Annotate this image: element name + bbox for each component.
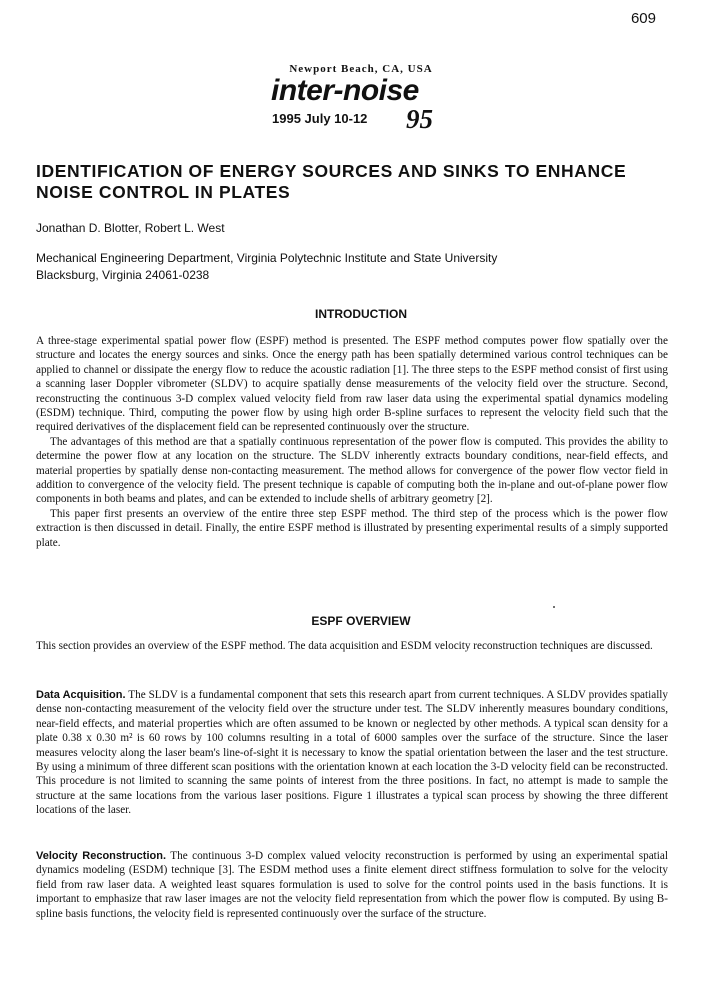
intro-paragraph-2: The advantages of this method are that a spatially continuous representation of the power flow is computed. This provides the ability to determine the power flow at any location on the structure. The SLDV inherently extracts boundary conditions, near-field effects, and material properties by spatially dense non-contacting measurement. The method allows for convergence of the power flow vector field in addition to convergence of the velocity field. The present technique is capable of computing both the in-plane and out-of-plane power flow components in both beams and plates, and can be extended to include shells of arbitrary geometry [2].: [36, 435, 668, 506]
velocity-reconstruction-paragraph: [36, 849, 668, 921]
stray-mark: [553, 606, 555, 608]
data-acquisition-text: The SLDV is a fundamental component that sets this research apart from current techniques. A SLDV provides spatially dense non-contacting measurement of the velocity field over the structure under test. The SLDV inherently measures boundary conditions, near-field effects, and material properties which are often assumed to be known or neglected by other methods. A typical scan density for a plate 0.38 x 0.30 m² is 60 rows by 100 columns resulting in a total of 6000 samples over the surface of the structure. Since the laser measures velocity along the laser beam's line-of-sight it is necessary to know the spatial orientation between the laser and the test structure. By using a minimum of three different scan positions with the orientation known at each location the 3-D velocity field can be reconstructed. This procedure is not limited to scanning the same points of interest from the three positions. In fact, no attempt is made to sample the structure at the same locations from the various laser positions. Figure 1 illustrates a typical scan process by showing the three different locations of the laser.: [36, 689, 669, 817]
paper-title: IDENTIFICATION OF ENERGY SOURCES AND SINKS TO ENHANCE NOISE CONTROL IN PLATES: [36, 161, 627, 202]
author-affiliation: [36, 250, 497, 284]
affiliation-line-1: Mechanical Engineering Department, Virginia Polytechnic Institute and State University: [36, 251, 498, 265]
intro-paragraph-3: This paper first presents an overview of the entire three step ESPF method. The third step of the process which is the power flow extraction is then discussed in detail. Finally, the entire ESPF method is illustrated by presenting experimental results of a simply supported plate.: [36, 507, 668, 549]
section-heading-espf-overview: ESPF OVERVIEW: [311, 614, 411, 628]
affiliation-line-2: Blacksburg, Virginia 24061-0238: [36, 268, 210, 282]
intro-paragraph-1: A three-stage experimental spatial power flow (ESPF) method is presented. The ESPF method computes power flow spatially over the structure and locates the energy sources and sinks. Once the energy path has been spatially determined various control techniques can be applied to channel or dissipate the energy flow to reduce the acoustic radiation [1]. The three steps to the ESPF method consist of first using a scanning laser Doppler vibrometer (SLDV) to acquire spatially dense measurements of the velocity field over the structure. Second, reconstructing the continuous 3-D complex valued velocity field from raw laser data using the experimental spatial dynamics modeling (ESDM) technique. Third, computing the power flow by using high order B-spline surfaces to represent the velocity field such that the required derivatives of the displacement field can be represented continuously over the structure.: [36, 335, 668, 434]
conference-year: 95: [406, 104, 433, 134]
section-heading-introduction: INTRODUCTION: [315, 307, 407, 321]
conference-logo: inter-noise: [271, 74, 419, 107]
data-acquisition-paragraph: [36, 688, 668, 818]
data-acquisition-heading: Data Acquisition.: [36, 689, 126, 701]
velocity-reconstruction-heading: Velocity Reconstruction.: [36, 850, 167, 862]
introduction-body: [36, 334, 668, 550]
page-number: 609: [630, 10, 656, 27]
conference-location: Newport Beach, CA, USA: [289, 63, 433, 75]
overview-intro-paragraph: This section provides an overview of the ESPF method. The data acquisition and ESDM velocity reconstruction techniques are discussed.: [36, 640, 653, 652]
paper-authors: Jonathan D. Blotter, Robert L. West: [36, 221, 225, 235]
velocity-reconstruction-text: The continuous 3-D complex valued velocity reconstruction is performed by using an experimental spatial dynamics modeling (ESDM) technique [3]. The ESDM method uses a finite element direct stiffness formulation to solve for the velocity field from raw laser data. A weighted least squares formulation is used to solve for the control points used in the basis functions. It is important to emphasize that raw laser images are not the velocity field representation from which the power flow is computed. By using B-spline basis functions, the velocity field is represented continuously over the surface of the structure.: [36, 850, 668, 920]
conference-dates: 1995 July 10-12: [272, 111, 368, 126]
